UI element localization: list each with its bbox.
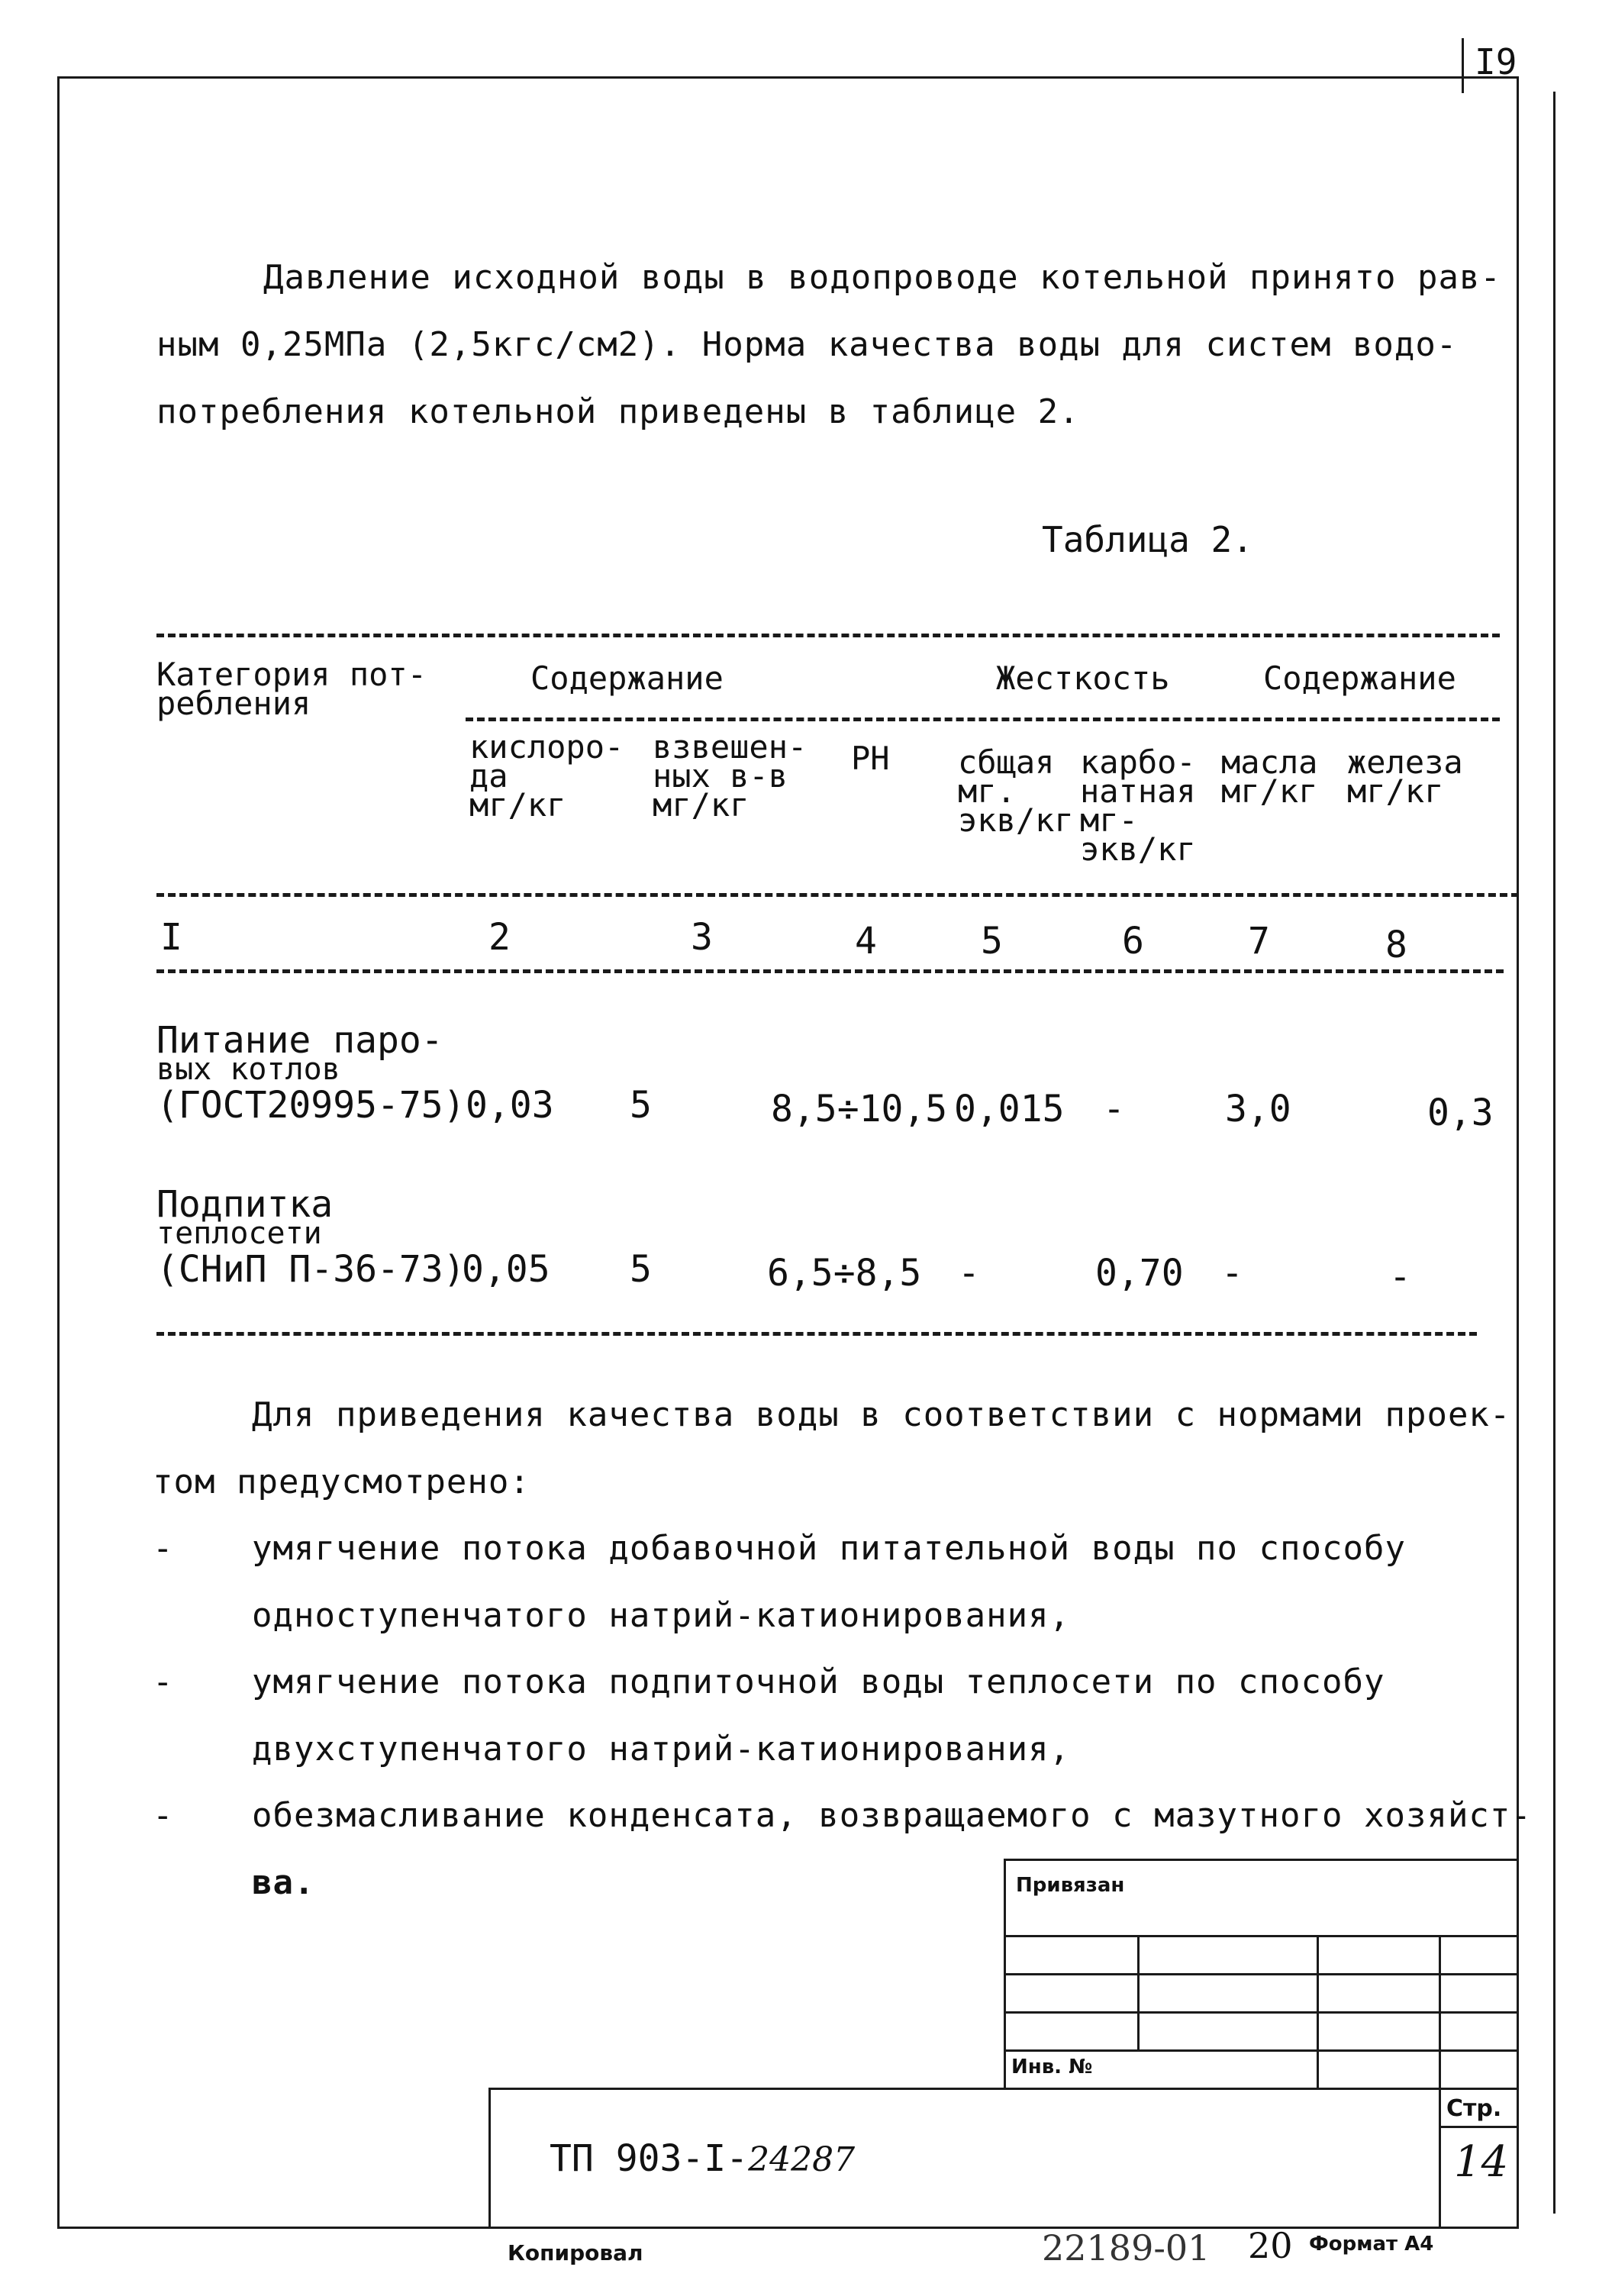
col-number-5: 5 (981, 920, 1003, 963)
row1-oil: 3,0 (1225, 1088, 1291, 1130)
after-line-1: Для приведения качества воды в соответствии с нормами проек- (252, 1395, 1511, 1434)
sheet-number-handwritten: 14 (1454, 2137, 1509, 2187)
bullet-3-line-2: ва. (252, 1863, 315, 1902)
col-number-1: I (160, 916, 182, 959)
row2-category-line3: (СНиП П-36-73) (156, 1248, 466, 1291)
header-col-total: сбщая мг. экв/кг (958, 743, 1074, 839)
document-code-handwritten: 24287 (748, 2140, 856, 2179)
bullet-1-mark: - (153, 1529, 174, 1568)
inv-label: Инв. № (1011, 2056, 1093, 2078)
stamp-block (1004, 1859, 1519, 2229)
row1-carbonate: - (1103, 1088, 1125, 1130)
header-content-group: Содержание (530, 659, 724, 697)
header-col-oxygen: кислоро- да мг/кг (469, 728, 624, 824)
copies-number: 20 (1248, 2225, 1293, 2266)
row1-category-line2: вых котлов (156, 1052, 340, 1087)
header-col-carbonate: карбо- натная мг- экв/кг (1080, 743, 1196, 868)
row1-total: 0,015 (954, 1088, 1065, 1130)
order-number: 22189-01 (1042, 2227, 1211, 2269)
row2-ph: 6,5÷8,5 (767, 1252, 922, 1295)
outer-margin-line (1553, 92, 1555, 2214)
header-col-iron: железа мг/кг (1347, 743, 1463, 810)
header-bottom-rule (156, 893, 1519, 897)
col-number-4: 4 (855, 920, 877, 963)
intro-line-2: ным 0,25МПа (2,5кгс/см2). Норма качества воды для систем водо- (156, 325, 1458, 364)
header-col-suspended: взвешен- ных в-в мг/кг (653, 728, 808, 824)
col-number-7: 7 (1248, 920, 1270, 963)
document-code (550, 2137, 855, 2180)
bullet-1-line-1: умягчение потока добавочной питательной воды по способу (252, 1529, 1406, 1568)
row2-carbonate: 0,70 (1095, 1252, 1184, 1295)
row2-total: - (958, 1252, 980, 1295)
col-number-8: 8 (1385, 924, 1407, 966)
row1-iron: 0,3 (1427, 1092, 1494, 1134)
header-sub-rule (466, 718, 1500, 721)
document-code-printed: ТП 903-I- (550, 2137, 749, 2180)
stamp-str-sep (1439, 2126, 1519, 2128)
format-label: Формат А4 (1309, 2233, 1434, 2256)
table-top-rule (156, 634, 1500, 637)
header-col-oil: масла мг/кг (1221, 743, 1318, 810)
bullet-2-mark: - (153, 1662, 174, 1701)
intro-line-1: Давление исходной воды в водопроводе котельной принято рав- (263, 258, 1501, 297)
col-number-6: 6 (1122, 920, 1144, 963)
page-number: I9 (1475, 41, 1517, 82)
row2-suspended: 5 (630, 1248, 652, 1291)
numbers-bottom-rule (156, 969, 1504, 973)
row1-suspended: 5 (630, 1084, 652, 1127)
header-hardness-group: Жесткость (996, 659, 1170, 697)
kopiroval-label: Копировал (508, 2240, 643, 2265)
row1-category-line1: Питание паро- (156, 1019, 443, 1062)
row1-oxygen: 0,03 (466, 1084, 554, 1127)
bullet-3-line-1: обезмасливание конденсата, возвращаемого с мазутного хозяйст- (252, 1796, 1532, 1835)
bullet-3-mark: - (153, 1796, 174, 1835)
col-number-3: 3 (691, 916, 713, 959)
stamp-lower-left (488, 2088, 491, 2229)
row1-ph: 8,5÷10,5 (771, 1088, 948, 1130)
row2-oxygen: 0,05 (462, 1248, 550, 1291)
bullet-2-line-1: умягчение потока подпиточной воды теплосети по способу (252, 1662, 1385, 1701)
table-bottom-rule (156, 1332, 1477, 1336)
row2-iron: - (1389, 1256, 1411, 1298)
row2-category-line1: Подпитка (156, 1183, 334, 1226)
row1-category-line3: (ГОСТ20995-75) (156, 1084, 466, 1127)
stamp-lower-top (488, 2088, 1519, 2090)
col-number-2: 2 (488, 916, 511, 959)
table-caption: Таблица 2. (1042, 519, 1253, 560)
str-label: Стр. (1446, 2095, 1502, 2122)
row2-oil: - (1221, 1252, 1243, 1295)
after-line-2: том предусмотрено: (153, 1462, 530, 1501)
bullet-2-line-2: двухступенчатого натрий-катионирования, (252, 1730, 1071, 1769)
row2-category-line2: теплосети (156, 1216, 322, 1251)
header-content-group-2: Содержание (1263, 659, 1456, 697)
header-category: Категория пот- ребления (156, 656, 427, 722)
intro-line-3: потребления котельной приведены в таблице 2. (156, 392, 1080, 431)
bullet-1-line-2: одноступенчатого натрий-катионирования, (252, 1596, 1071, 1635)
privyazan-label: Привязан (1016, 1874, 1125, 1897)
header-col-ph: РН (851, 740, 890, 777)
